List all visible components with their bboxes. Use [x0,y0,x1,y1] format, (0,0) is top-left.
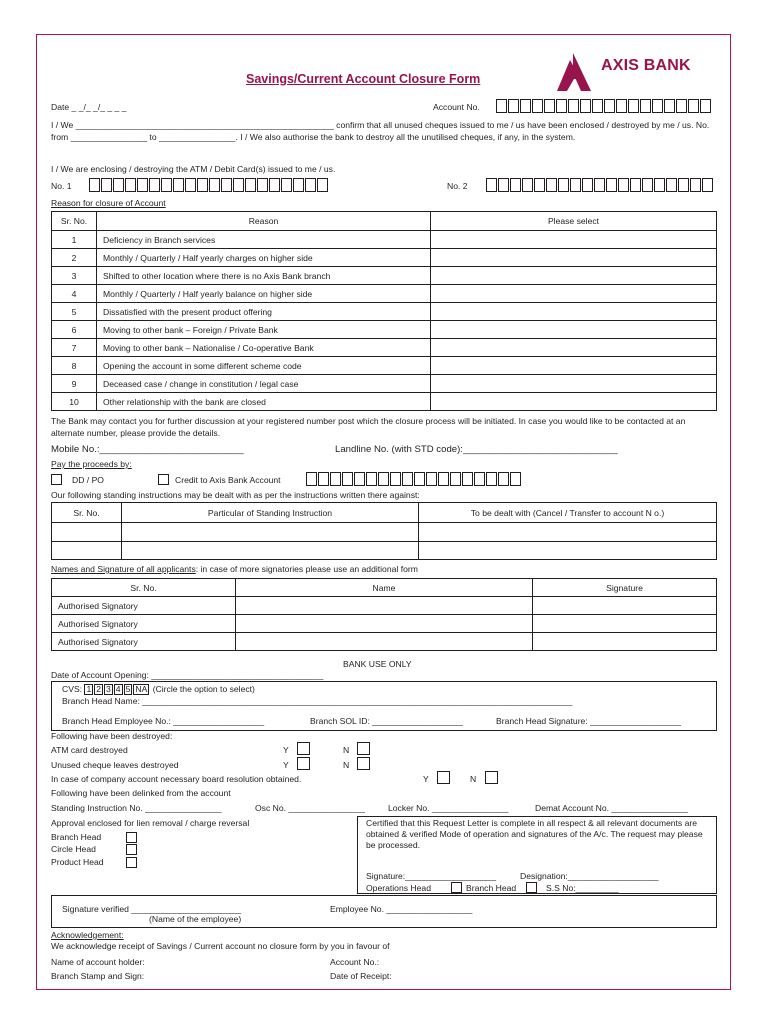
table-row[interactable] [52,523,717,542]
signature-verified-field[interactable]: Signature verified _______________________ [62,904,242,914]
table-row[interactable]: 2 Monthly / Quarterly / Half yearly charges on higher side [52,249,717,267]
circle-head-checkbox[interactable] [126,844,137,855]
ddpo-label: DD / PO [72,475,104,485]
ack-stamp-label: Branch Stamp and Sign: [51,971,145,981]
delinked-heading: Following have been delinked from the account [51,788,231,798]
product-head-label: Product Head [51,857,104,867]
declaration-cheques: I / We ______________________________________________________ confirm that all unused cheques issued to me / us have been enclosed / destroyed by me / us. No. from ________________ to ________________. I / We also authorise the bank to destroy all the unutilised cheques, if any, in the system. [51,120,710,142]
contact-note: The Bank may contact you for further discussion at your registered number post which the closure process will be initiated. In case you would like to be contacted at an alternate number, please provide the details. [51,416,686,438]
branch-head-checkbox[interactable] [126,832,137,843]
branch-head-label-2: Branch Head [466,883,517,893]
col-sr-no: Sr. No. [52,503,122,523]
branch-head-checkbox-2[interactable] [526,882,537,893]
table-row[interactable]: Authorised Signatory [52,597,717,615]
table-row[interactable]: 9 Deceased case / change in constitution / legal case [52,375,717,393]
board-no-checkbox[interactable] [485,771,498,784]
col-name: Name [236,579,533,597]
destroyed-heading: Following have been destroyed: [51,731,173,741]
bank-name: AXIS BANK [601,57,691,74]
no-label: N [343,745,350,755]
table-row[interactable]: 7 Moving to other bank – Nationalise / Co-operative Bank [52,339,717,357]
standing-intro: Our following standing instructions may be dealt with as per the instructions written there against: [51,490,420,500]
ack-text: We acknowledge receipt of Savings / Current account no closure form by you in favour of [51,941,390,951]
declaration-cards: I / We are enclosing / destroying the ATM / Debit Card(s) issued to me / us. [51,164,336,174]
no-label: N [343,760,350,770]
si-no-field[interactable]: Standing Instruction No. ________________ [51,803,222,813]
atm-destroyed-label: ATM card destroyed [51,745,128,755]
table-row[interactable]: 8 Opening the account in some different scheme code [52,357,717,375]
no-label: N [470,774,477,784]
reason-heading: Reason for closure of Account [51,198,166,208]
branch-head-emp-field[interactable]: Branch Head Employee No.: ___________________ [62,716,265,726]
employee-no-field[interactable]: Employee No. __________________ [330,904,473,914]
credit-account-boxes[interactable] [306,472,522,486]
certified-text: Certified that this Request Letter is complete in all respect & all relevant documents are obtained & verified Mode of operation and signatures of the A/c. The request may please be processed. [366,818,703,850]
cheque-yes-checkbox[interactable] [297,757,310,770]
branch-head-label: Branch Head [51,832,102,842]
cvs-option-na[interactable]: NA [135,684,148,694]
signature-field[interactable]: Signature:___________________ [366,871,496,881]
table-row[interactable]: 4 Monthly / Quarterly / Half yearly balance on higher side [52,285,717,303]
board-yes-checkbox[interactable] [437,771,450,784]
cheque-no-checkbox[interactable] [357,757,370,770]
operations-head-label: Operations Head [366,883,431,893]
col-sr-no: Sr. No. [52,212,97,231]
yes-label: Y [283,760,289,770]
account-no-boxes[interactable] [496,99,712,113]
ack-holder-label: Name of account holder: [51,957,145,967]
col-reason: Reason [97,212,431,231]
circle-head-label: Circle Head [51,844,96,854]
col-dealt-with: To be dealt with (Cancel / Transfer to account N o.) [419,503,717,523]
table-row[interactable]: Authorised Signatory [52,615,717,633]
applicants-table [51,578,717,651]
osc-no-field[interactable]: Osc No. ________________ [255,803,365,813]
yes-label: Y [283,745,289,755]
cvs-option-4[interactable]: 4 [115,684,121,694]
atm-yes-checkbox[interactable] [297,742,310,755]
landline-field[interactable]: Landline No. (with STD code):_____________________________ [335,444,618,455]
col-please-select: Please select [431,212,717,231]
lien-heading: Approval enclosed for lien removal / charge reversal [51,818,250,828]
board-resolution-label: In case of company account necessary board resolution obtained. [51,774,302,784]
bank-use-heading: BANK USE ONLY [343,659,412,669]
col-signature: Signature [533,579,717,597]
cvs-option-5[interactable]: 5 [125,684,131,694]
table-row[interactable]: 6 Moving to other bank – Foreign / Private Bank [52,321,717,339]
date-account-opening[interactable]: Date of Account Opening: ____________________________________ [51,670,324,680]
card-no1-boxes[interactable] [89,178,329,192]
ack-heading: Acknowledgement: [51,930,124,940]
card-no2-boxes[interactable] [486,178,714,192]
yes-label: Y [423,774,429,784]
branch-head-sig-field[interactable]: Branch Head Signature: ___________________ [496,716,681,726]
table-row[interactable]: 3 Shifted to other location where there is no Axis Bank branch [52,267,717,285]
table-row[interactable]: 10 Other relationship with the bank are closed [52,393,717,411]
demat-no-field[interactable]: Demat Account No. ________________ [535,803,688,813]
account-no-label: Account No. [433,102,480,112]
mobile-field[interactable]: Mobile No.:___________________________ [51,444,244,455]
form-title: Savings/Current Account Closure Form [246,72,481,86]
ack-date-label: Date of Receipt: [330,971,392,981]
col-sr-no: Sr. No. [52,579,236,597]
table-row[interactable]: 1 Deficiency in Branch services [52,231,717,249]
ddpo-checkbox[interactable] [51,474,62,485]
standing-table [51,502,717,560]
cvs-row[interactable]: CVS: 1 2 3 4 5 NA (Circle the option to select) [62,684,255,694]
credit-label: Credit to Axis Bank Account [175,475,281,485]
date-field[interactable]: Date _ _/_ _/_ _ _ _ [51,102,127,112]
ack-account-label: Account No.: [330,957,380,967]
atm-no-checkbox[interactable] [357,742,370,755]
cheque-destroyed-label: Unused cheque leaves destroyed [51,760,179,770]
product-head-checkbox[interactable] [126,857,137,868]
cvs-option-1[interactable]: 1 [86,684,92,694]
branch-head-name-field[interactable]: Branch Head Name: __________________________________________________________________________________________ [62,696,573,706]
operations-head-checkbox[interactable] [451,882,462,893]
axis-bank-logo [553,51,723,93]
table-row[interactable]: 5 Dissatisfied with the present product offering [52,303,717,321]
applicants-heading: Names and Signature of all applicants: in case of more signatories please use an additional form [51,564,418,574]
reason-table [51,211,717,411]
card-no1-label: No. 1 [51,181,72,191]
ss-no-field[interactable]: S.S No:_________ [546,883,619,893]
col-particular: Particular of Standing Instruction [122,503,419,523]
cvs-option-2[interactable]: 2 [96,684,102,694]
branch-sol-field[interactable]: Branch SOL ID: ___________________ [310,716,464,726]
cvs-option-3[interactable]: 3 [106,684,111,694]
locker-no-field[interactable]: Locker No. ________________ [388,803,509,813]
employee-name-caption: (Name of the employee) [149,914,242,924]
credit-checkbox[interactable] [158,474,169,485]
axis-logo-icon [553,51,593,93]
card-no2-label: No. 2 [447,181,468,191]
proceeds-heading: Pay the proceeds by: [51,459,132,469]
table-row[interactable] [52,542,717,560]
table-row[interactable]: Authorised Signatory [52,633,717,651]
designation-field[interactable]: Designation:___________________ [520,871,659,881]
